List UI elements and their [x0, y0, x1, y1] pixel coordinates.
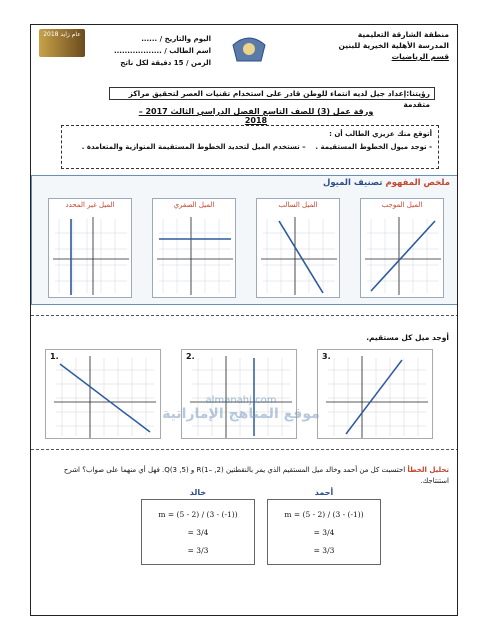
undefined-slope-plot [49, 199, 133, 299]
vision-statement: رؤيتنا:إعداد جيل لديه انتماء للوطن قادر على استخدام تقنيات العصر لتحقيق مراكز متقدمة [109, 87, 435, 100]
expectation-item: – تستخدم الميل لتحديد الخطوط المستقيمة المتوازية والمتعامدة . [81, 143, 306, 151]
concept-summary [31, 175, 458, 305]
graph-label: الميل الموجب [381, 201, 423, 209]
exercise-number: 2. [186, 352, 195, 361]
error-analysis-prompt [49, 465, 449, 487]
department-line: قسم الرياضيات [391, 52, 449, 61]
zayed-year-logo [39, 29, 85, 57]
zero-slope-plot [153, 199, 237, 299]
work-line: = 3/4 [187, 528, 209, 537]
graph-label: الميل السالب [278, 201, 318, 209]
exercise-3-plot [318, 350, 434, 440]
work-line: m = (5 - 2) / (3 - (-1)) [284, 510, 364, 519]
work-title: خالد [189, 488, 207, 497]
worksheet-page [30, 24, 458, 616]
exercise-1-plot [46, 350, 162, 440]
graph-zero-slope [152, 198, 236, 298]
concept-title-prefix: ملخص المفهوم [385, 178, 450, 188]
logo-text: 2018 عام زايد [43, 31, 81, 38]
watermark [151, 395, 331, 445]
header-right-info [279, 29, 449, 62]
header-left-info [91, 33, 211, 69]
exercise-number: 3. [322, 352, 331, 361]
error-analysis-title: تحليل الخطأ [407, 466, 449, 474]
concept-title [323, 178, 450, 188]
section-divider [31, 315, 458, 316]
negative-slope-plot [257, 199, 341, 299]
watermark-title: موقع المناهج الإماراتية [162, 406, 320, 422]
graph-label: الميل الصفري [173, 201, 215, 209]
ahmed-work-box [267, 488, 381, 565]
expectations-heading: أتوقع منك عزيزي الطالب أن : [329, 130, 432, 138]
expectations-items [68, 141, 432, 154]
date-line: اليوم والتاريخ / ...... [141, 35, 211, 43]
section-divider [31, 449, 458, 450]
graph-undefined-slope [48, 198, 132, 298]
concept-title-main: تصنيف الميول [322, 178, 383, 188]
learning-expectations [61, 125, 439, 169]
exercise-graph-1 [45, 349, 161, 439]
graph-positive-slope [360, 198, 444, 298]
exercise-graph-3 [317, 349, 433, 439]
region-line: منطقة الشارقة التعليمية [357, 30, 449, 39]
exercise-number: 1. [50, 352, 59, 361]
work-line: m = (5 - 2) / (3 - (-1)) [158, 510, 238, 519]
expectation-item: - توجد ميول الخطوط المستقيمة . [315, 143, 432, 151]
watermark-url: almanahj.com [205, 395, 277, 406]
work-line: = 3/4 [313, 528, 335, 537]
graph-negative-slope [256, 198, 340, 298]
work-title: أحمد [314, 488, 334, 497]
work-line: = 3/3 [187, 546, 209, 555]
time-line: الزمن / 15 دقيقة لكل ناتج [120, 59, 211, 67]
school-line: المدرسة الأهلية الخيرية للبنين [338, 41, 449, 50]
work-line: = 3/3 [313, 546, 335, 555]
error-analysis-text: احتسبت كل من أحمد وخالد ميل المستقيم الذي يمر بالنقطتين (2, –1)R و (5, 3)Q. فهل أي منهما على صواب؟ اشرح استنتاجك. [63, 466, 449, 485]
khaled-work-box [141, 488, 255, 565]
positive-slope-plot [361, 199, 445, 299]
worksheet-title: ورقة عمل (3) للصف التاسع الفصل الدراسي الثالث 2017 – 2018 [138, 107, 374, 125]
graph-label: الميل غير المحدد [65, 201, 115, 209]
student-name-line: اسم الطالب / .................. [113, 47, 211, 55]
question-find-slope: أوجد ميل كل مستقيم. [366, 333, 449, 342]
school-emblem-icon [229, 31, 269, 65]
